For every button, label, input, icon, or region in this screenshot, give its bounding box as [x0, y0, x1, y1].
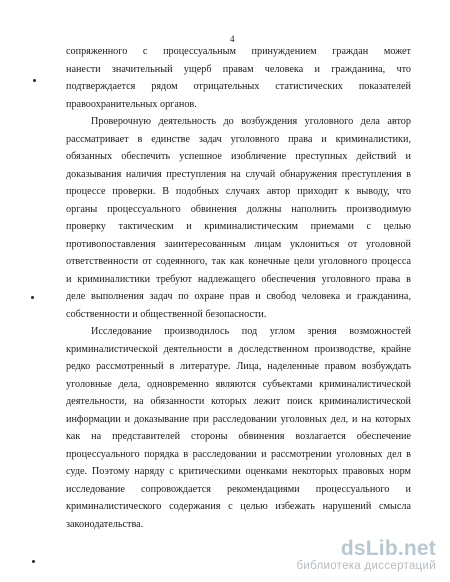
text-line: процессе проверки. В подобных случаях автор приходит к выводу, что: [66, 186, 411, 198]
page-number: 4: [230, 34, 235, 44]
watermark-caption: библиотека диссертаций: [296, 560, 436, 572]
paragraph-2: [66, 113, 411, 324]
text-line: правоохранительных органов.: [66, 98, 197, 110]
text-line: суде. Поэтому наряду с критическими оценками некоторых правовых норм: [66, 466, 411, 478]
text-line: нанести значительный ущерб правам человека и гражданина, что: [66, 63, 411, 75]
text-line: деле выполнения задач по охране прав и свобод человека и гражданина,: [66, 291, 411, 303]
text-line: проверку тактическим и криминалистическим приемами с целью: [66, 221, 411, 233]
text-line: Проверочную деятельность до возбуждения уголовного дела автор: [91, 116, 411, 127]
margin-mark: [32, 560, 35, 563]
text-line: доказывания наличия преступления на случай обнаружения преступления в: [66, 168, 411, 180]
watermark-brand-tld: .net: [397, 537, 436, 560]
text-line: законодательства.: [66, 519, 144, 531]
text-line: как на представителей стороны обвинения возлагается обеспечение: [66, 431, 411, 443]
text-line: редко рассмотренный в литературе. Лица, наделенные правом возбуждать: [66, 361, 411, 373]
text-line: и криминалистики требуют надлежащего обеспечения уголовного права в: [66, 273, 411, 285]
text-line: Исследование производилось под углом зрения возможностей: [91, 326, 411, 337]
text-line: собственности и общественной безопасности.: [66, 309, 267, 321]
text-line: подтверждается рядом отрицательных статистических показателей: [66, 81, 411, 93]
paragraph-3: [66, 323, 411, 534]
text-line: деятельности, на обязанности которых лежит поиск криминалистической: [66, 396, 411, 408]
text-line: уголовные дела, одновременно являются субъектами криминалистической: [66, 378, 411, 390]
paragraph-1: [66, 43, 411, 113]
text-line: криминалистической деятельности в доследственном производстве, крайне: [66, 343, 411, 355]
margin-mark: [33, 79, 36, 82]
text-line: противопоставления заинтересованным лицам уклониться от уголовной: [66, 238, 411, 250]
text-line: криминалистического содержания с целью избежать нарушений смысла: [66, 501, 411, 513]
text-line: сопряженного с процессуальным принуждением граждан может: [66, 46, 411, 57]
text-line: органы процессуального обвинения должны наполнить производимую: [66, 203, 411, 215]
watermark-logo: [296, 538, 436, 572]
text-line: ответственности от содеянного, так как конечные цели уголовного процесса: [66, 256, 411, 268]
text-line: исследование сопровождается рекомендациями процессуального и: [66, 483, 411, 495]
margin-mark: [31, 296, 34, 299]
text-line: обязанных обеспечить успешное изобличение преступных действий и: [66, 151, 411, 163]
watermark-brand-main: dsLib: [340, 537, 398, 560]
watermark-brand: [296, 538, 436, 560]
text-line: рассматривает в единстве задач уголовного права и криминалистики,: [66, 133, 411, 145]
text-line: информации и доказывание при расследовании уголовных дел, и на которых: [66, 413, 411, 425]
text-line: процессуального порядка в расследовании и рассмотрении уголовных дел в: [66, 448, 411, 460]
